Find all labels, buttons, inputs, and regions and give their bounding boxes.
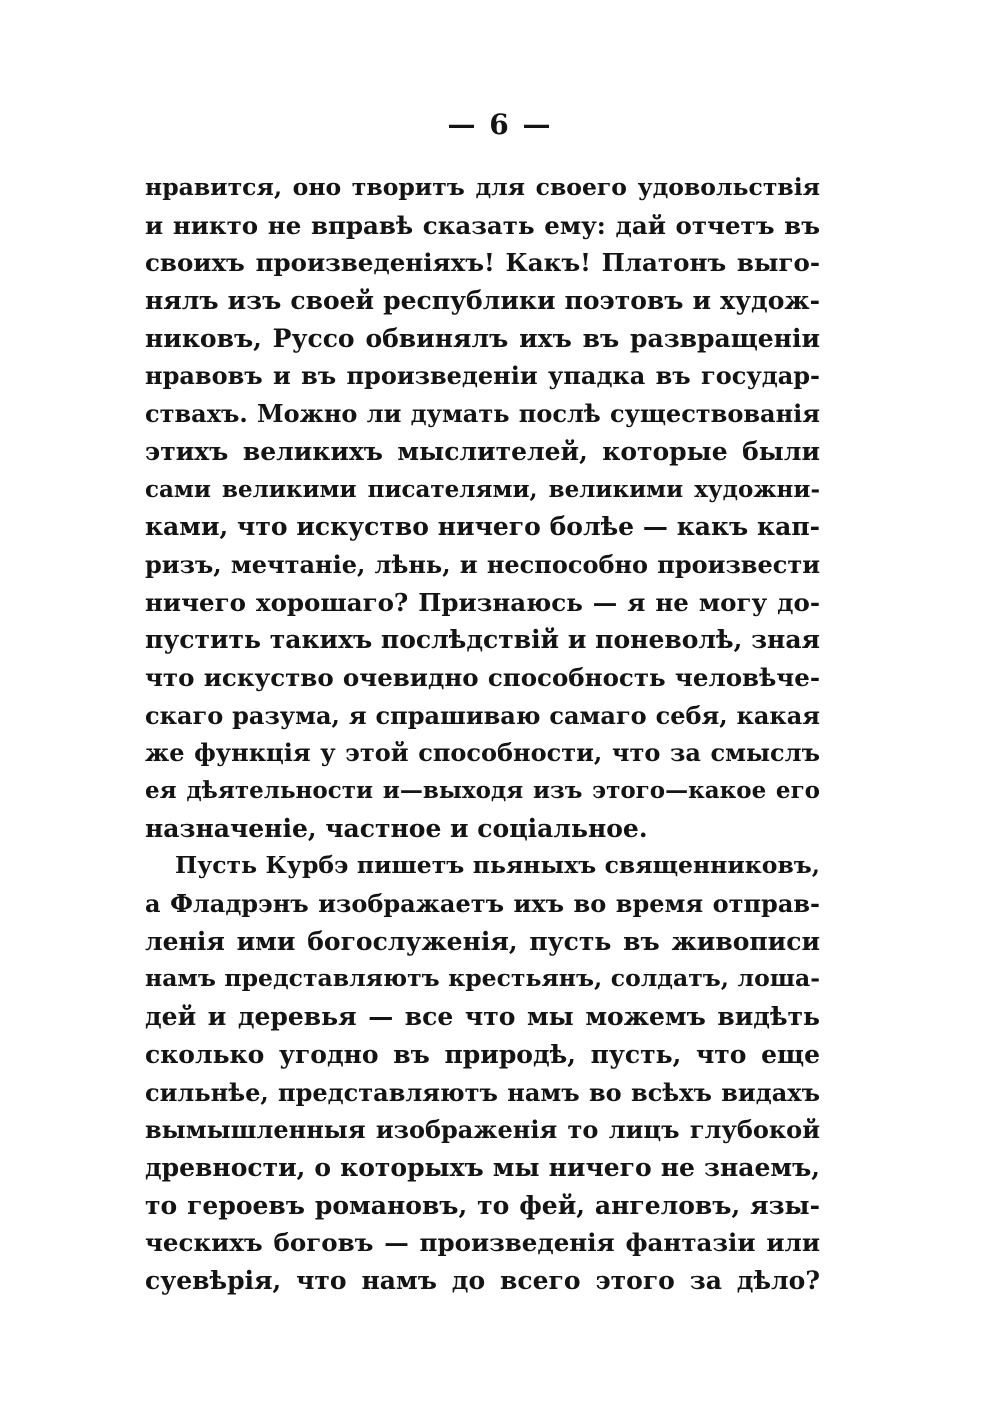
text-line: что искуство очевидно способность человѣче- <box>145 662 820 692</box>
text-line: древности, о которыхъ мы ничего не знаемъ, <box>145 1152 820 1182</box>
text-line: сами великими писателями, великими художни- <box>145 475 820 503</box>
body-text <box>145 169 820 1300</box>
paragraph-1 <box>145 169 820 847</box>
text-line: своихъ произведеніяхъ! Какъ! Платонъ выго- <box>145 248 820 278</box>
text-line: пустить такихъ послѣдствій и поневолѣ, зная <box>145 625 820 655</box>
text-line: ничего хорошаго? Признаюсь — я не могу до- <box>145 587 820 617</box>
text-line: а Фладрэнъ изображаетъ ихъ во время отправ- <box>145 889 820 919</box>
text-line: нялъ изъ своей республики поэтовъ и худож- <box>145 286 820 316</box>
text-line: Пусть Курбэ пишетъ пьяныхъ священниковъ, <box>175 851 820 880</box>
text-line: этихъ великихъ мыслителей, которые были <box>145 436 820 466</box>
text-line: то героевъ романовъ, то фей, ангеловъ, язы- <box>145 1190 820 1220</box>
text-line: сколько угодно въ природѣ, пусть, что еще <box>145 1039 820 1069</box>
page-number: — 6 — <box>447 108 553 141</box>
text-line: ствахъ. Можно ли думать послѣ существованія <box>145 399 820 429</box>
text-line: же функція у этой способности, что за смыслъ <box>145 738 820 768</box>
text-line: ленія ими богослуженія, пусть въ живописи <box>145 926 820 956</box>
text-line: намъ представляютъ крестьянъ, солдатъ, лоша- <box>145 964 820 993</box>
text-line: ризъ, мечтаніе, лѣнь, и неспособно произвести <box>145 549 820 579</box>
paragraph-2 <box>145 847 820 1299</box>
text-line: скаго разума, я спрашиваю самаго себя, какая <box>145 700 820 730</box>
text-line: ками, что искуство ничего болѣе — какъ кап- <box>145 512 820 542</box>
text-line: дей и деревья — все что мы можемъ видѣть <box>145 1002 820 1032</box>
text-line: ея дѣятельности и—выходя изъ этого—какое его <box>145 777 820 804</box>
text-line: нравится, оно творитъ для своего удовольствія <box>145 173 820 201</box>
text-line: никовъ, Руссо обвинялъ ихъ въ развращеніи <box>145 323 820 353</box>
text-line: и никто не вправѣ сказать ему: дай отчетъ въ <box>145 210 820 240</box>
text-line: нравовъ и въ произведеніи упадка въ государ- <box>145 361 820 391</box>
text-line: ческихъ боговъ — произведенія фантазіи или <box>145 1228 820 1258</box>
text-line: сильнѣе, представляютъ намъ во всѣхъ видахъ <box>145 1077 820 1107</box>
text-line: назначеніе, частное и соціальное. <box>145 813 648 843</box>
text-line: вымышленныя изображенія то лицъ глубокой <box>145 1115 820 1145</box>
text-line: суевѣрія, что намъ до всего этого за дѣло? <box>145 1265 820 1295</box>
